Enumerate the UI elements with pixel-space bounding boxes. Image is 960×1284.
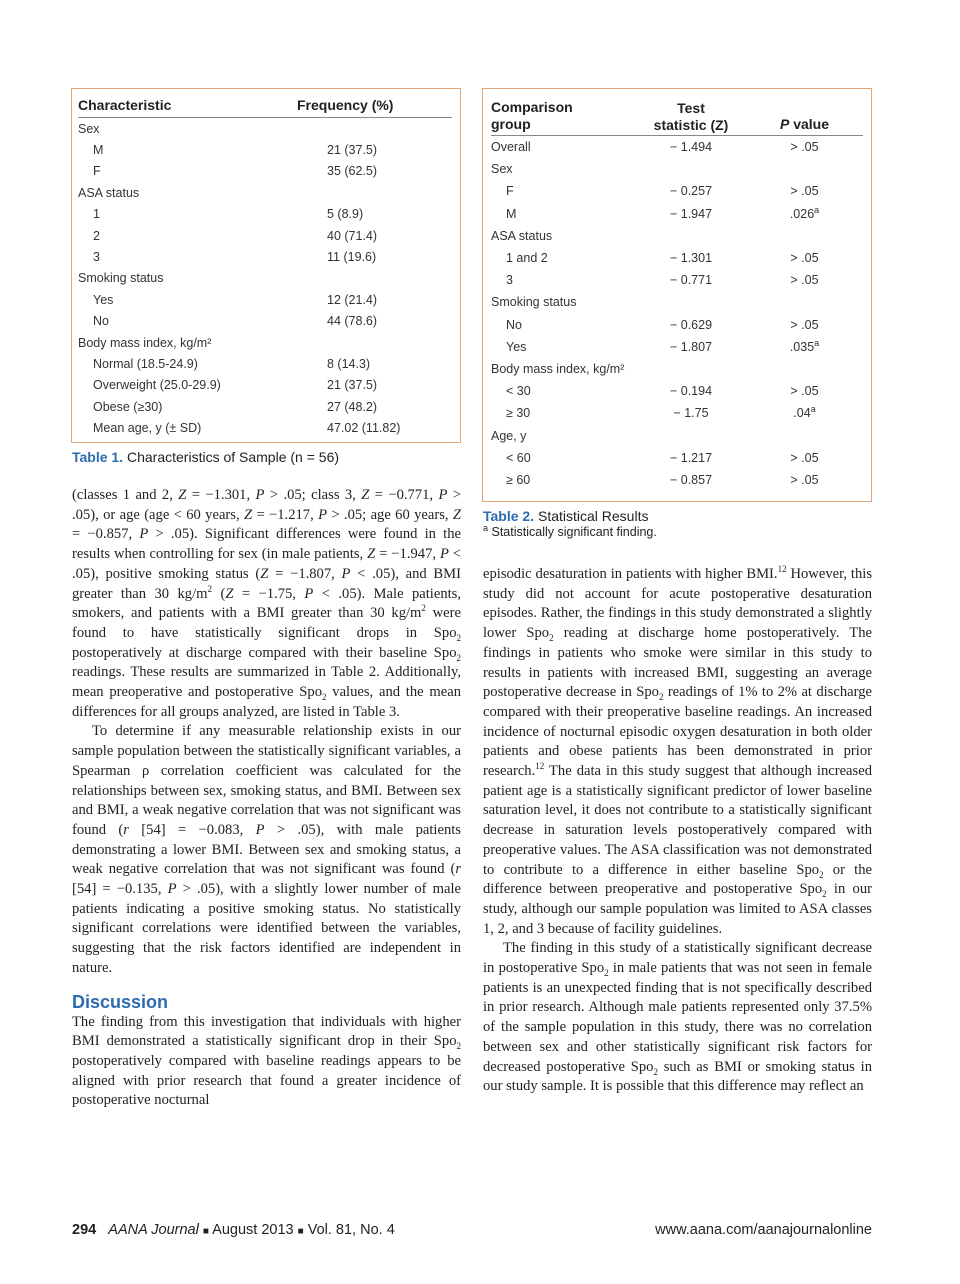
table2-cell-p xyxy=(746,136,863,159)
left-para1: (classes 1 and 2, Z = −1.301, P > .05; class 3, Z = −0.771, P > .05), or age (age < 60 years, Z = −1.217, P > .05; age 60 years, Z = −0.857, P > .05). Significant differences were found in the results when controlling for sex (in male patients, Z = −1.947, P < .05), positive smoking status (Z = −1.807, P < .05), and BMI greater than 30 $kg/m^2$ (Z = −1.75, P < .05). Male patients, smokers, and patients with a BMI greater than 30 $kg/m^2$ were found to have statistically significant drops in Spo$_2$ postoperatively at discharge compared with their baseline Spo$_2$ readings. These results are summarized in Table 2. Additionally, mean preoperative and postoperative Spo$_2$ values, and the mean differences for all groups analyzed, are listed in Table 3. xyxy=(72,487,462,720)
table1-cell-value: 44 (78.6) xyxy=(327,314,378,329)
table1-row xyxy=(78,375,452,396)
table2-cell-p xyxy=(746,469,863,491)
table2-cell-label: F xyxy=(506,184,514,199)
right-para1: episodic desaturation in patients with higher BMI.$^{12}$ However, this study did not account for acute postoperative desaturation episodes. Rather, the findings in this study demonstrated a slightly lower Spo$_2$ reading at discharge home postoperatively. The findings in patients who smoke were similar in this study to results in patients with increased BMI, suggesting an average postoperative decrease in Spo$_2$ readings of 1% to 2% at discharge compared with their preoperative baseline readings. An increased incidence of nocturnal episodic oxygen desaturation in both older patients and obese patients has been demonstrated in prior research.$^{12}$ The data in this study suggest that although increased patient age is a statistically significant predictor of lower baseline saturation level, it does not contribute to a statistically significant decrease in saturation levels postoperatively compared with preoperative values. The ASA classification was not demonstrated to contribute to a difference in either baseline Spo$_2$ or the difference between preoperative and postoperative Spo$_2$ in our study, although our sample population was limited to ASA classes 1, 2, and 3 because of facility guidelines. xyxy=(483,564,872,937)
table2 xyxy=(491,99,863,491)
table2-col-group xyxy=(491,99,636,136)
table2-row xyxy=(491,358,863,380)
table1-row xyxy=(78,139,452,160)
table2-cell-p-value: > .05 xyxy=(790,472,819,487)
table2-box xyxy=(482,88,872,502)
table2-cell-stat: − 0.257 xyxy=(669,184,713,199)
table2-row xyxy=(491,136,863,159)
table1-caption xyxy=(72,449,339,465)
table2-row xyxy=(491,314,863,336)
table2-cell-label: Smoking status xyxy=(491,295,577,310)
table2-cell-label: ≥ 30 xyxy=(506,406,531,421)
left-column xyxy=(72,486,461,1111)
table2-cell-stat: − 0.771 xyxy=(669,273,713,288)
table1-row xyxy=(78,161,452,182)
discussion-heading: Discussion xyxy=(72,991,169,1012)
table1-row xyxy=(78,332,452,353)
table2-row xyxy=(491,469,863,491)
table2-body xyxy=(491,136,863,492)
table2-cell-p-sup: a xyxy=(814,204,820,215)
table2-cell-stat: − 1.807 xyxy=(669,339,713,354)
table2-col-stat-line2: statistic (Z) xyxy=(653,117,729,133)
table1-row xyxy=(78,118,452,140)
table2-cell-p-value: > .05 xyxy=(790,450,819,465)
table1-cell-value xyxy=(297,268,452,289)
table1-cell-label: Smoking status xyxy=(78,271,164,286)
journal-name: AANA Journal xyxy=(108,1222,199,1238)
table1-cell-value: 47.02 (11.82) xyxy=(327,421,401,436)
table1-cell-label: No xyxy=(93,314,109,329)
table2-cell-stat: − 1.494 xyxy=(669,140,713,155)
table2-cell-stat xyxy=(636,424,746,446)
table1-cell-label: Mean age, y (± SD) xyxy=(93,421,202,436)
table2-cell-p-sup: a xyxy=(810,404,816,415)
table2-cell-p-sup: a xyxy=(814,337,820,348)
table1-cell-label: Yes xyxy=(93,292,114,307)
table2-cell-label: Overall xyxy=(491,140,531,155)
table2-row xyxy=(491,380,863,402)
table2-cell-stat xyxy=(636,291,746,313)
table2-footnote-text: Statistically significant finding. xyxy=(488,525,657,539)
table2-row xyxy=(491,447,863,469)
table2-cell-p xyxy=(746,203,863,225)
table2-cell-label: 3 xyxy=(506,273,513,288)
right-para2: The finding in this study of a statistically significant decrease in postoperative Spo$_2$ in male patients that was not seen in female patients is an unexpected finding that is not specifically described in prior research. Although male patients represented only 37.5% of the sample population in this study, there was no correlation between sex and other statistically significant risk factors for decreased postoperative Spo$_2$ such as BMI or smoking status in our study sample. It is possible that this difference may reflect an xyxy=(483,940,872,1095)
left-para2: To determine if any measurable relationship exists in our sample population between the statistically significant variables, a Spearman ρ correlation coefficient was calculated for the relationships between sex, smoking status, and BMI. Between sex and BMI, a weak negative correlation that was not significant was found (r [54] = −0.083, P > .05), with male patients demonstrating a lower BMI. Between sex and smoking status, a weak negative correlation that was not significant was found (r [54] = −0.135, P > .05), with a slightly lower number of male patients indicating a positive smoking status. No statistically significant correlations were identified between the variables, suggesting that the risk factors identified are independent in nature. xyxy=(72,723,461,976)
table1-cell-label: 1 xyxy=(93,207,100,222)
table1-cell-value: 8 (14.3) xyxy=(327,356,371,371)
table2-header-row xyxy=(491,99,863,136)
footer-left xyxy=(72,1222,395,1238)
table1-box xyxy=(71,88,461,443)
table2-cell-p xyxy=(746,269,863,291)
table2-col-stat-line1: Test xyxy=(677,100,705,116)
table1-cell-value: 21 (37.5) xyxy=(327,143,378,158)
table2-col-p xyxy=(746,99,863,136)
table2-row xyxy=(491,247,863,269)
table1-cell-label: 3 xyxy=(93,250,100,265)
table2-footnote-mark: a xyxy=(483,522,489,533)
table1-row xyxy=(78,204,452,225)
table2-cell-label: Sex xyxy=(491,162,513,177)
footer-volume: Vol. 81, No. 4 xyxy=(307,1222,395,1238)
table2-cell-stat: − 0.629 xyxy=(669,317,713,332)
right-column xyxy=(483,565,872,1097)
table2-cell-label: Age, y xyxy=(491,428,527,443)
table2-footnote xyxy=(483,522,657,539)
table1-caption-text: Characteristics of Sample (n = 56) xyxy=(126,449,340,465)
table1-cell-value: 5 (8.9) xyxy=(327,207,364,222)
table1-row xyxy=(78,246,452,267)
table2-cell-p-value: > .05 xyxy=(790,317,819,332)
table2-col-group-line1: Comparison xyxy=(491,99,573,115)
table1-cell-label: M xyxy=(93,143,104,158)
table2-cell-label: 1 and 2 xyxy=(506,251,548,266)
table2-caption-text: Statistical Results xyxy=(537,508,649,524)
table2-cell-label: No xyxy=(506,317,522,332)
table2-cell-p-value: > .05 xyxy=(790,273,819,288)
table2-col-group-line2: group xyxy=(491,116,531,132)
table2-cell-stat xyxy=(636,225,746,247)
table2-cell-p-value: .026 xyxy=(789,206,815,221)
table1-col-frequency: Frequency (%) xyxy=(297,97,394,113)
table1-cell-label: Normal (18.5-24.9) xyxy=(93,356,198,371)
table2-cell-p xyxy=(746,180,863,202)
table2-row xyxy=(491,336,863,358)
table2-col-p-italic: P xyxy=(779,116,790,132)
table2-row xyxy=(491,203,863,225)
table1-cell-label: F xyxy=(93,164,101,179)
table1-row xyxy=(78,353,452,374)
table1-cell-value xyxy=(297,182,452,203)
table2-cell-p xyxy=(746,380,863,402)
table1-cell-label: ASA status xyxy=(78,185,140,200)
table2-col-p-text: value xyxy=(789,116,830,132)
table2-row xyxy=(491,180,863,202)
table1-cell-label: 2 xyxy=(93,228,100,243)
table1 xyxy=(78,93,452,439)
table1-body xyxy=(78,118,452,439)
table2-caption-label: Table 2. xyxy=(483,508,535,524)
table1-cell-value xyxy=(297,332,452,353)
table1-cell-value: 27 (48.2) xyxy=(327,399,378,414)
table2-cell-p xyxy=(746,447,863,469)
table2-caption xyxy=(483,508,648,524)
table2-cell-p-value: .04 xyxy=(793,406,811,421)
table2-cell-label: < 30 xyxy=(506,384,531,399)
table2-cell-stat: − 1.947 xyxy=(669,206,713,221)
table2-cell-p xyxy=(746,158,863,180)
table1-row xyxy=(78,417,452,438)
table1-caption-label: Table 1. xyxy=(72,449,124,465)
table2-cell-stat: − 1.301 xyxy=(669,251,713,266)
table2-cell-label: ≥ 60 xyxy=(506,472,531,487)
table1-cell-label: Obese (≥30) xyxy=(93,399,163,414)
left-para3: The finding from this investigation that individuals with higher BMI demonstrated a statistically significant drop in their Spo$_2$ postoperatively compared with baseline readings appears to be aligned with prior research that found a greater incidence of postoperative nocturnal xyxy=(72,1013,461,1109)
table2-row xyxy=(491,402,863,424)
table1-row xyxy=(78,289,452,310)
table2-cell-p xyxy=(746,358,863,380)
table1-header-row xyxy=(78,93,452,118)
table1-cell-value: 35 (62.5) xyxy=(327,164,378,179)
table1-cell-label: Body mass index, kg/m² xyxy=(78,335,212,350)
table2-cell-label: ASA status xyxy=(491,228,553,243)
table1-cell-label: Sex xyxy=(78,121,100,136)
table2-cell-p xyxy=(746,247,863,269)
table2-cell-p-value: > .05 xyxy=(790,251,819,266)
table2-cell-label: M xyxy=(506,206,517,221)
footer-bullet-2: ■ xyxy=(297,1226,304,1237)
table2-row xyxy=(491,225,863,247)
table1-col-characteristic: Characteristic xyxy=(78,97,172,113)
table2-cell-p xyxy=(746,314,863,336)
table2-cell-label: Yes xyxy=(506,339,527,354)
table2-cell-p-value: > .05 xyxy=(790,140,819,155)
table2-row xyxy=(491,291,863,313)
table2-cell-stat: − 0.857 xyxy=(669,472,713,487)
table1-cell-value: 21 (37.5) xyxy=(327,378,378,393)
table2-row xyxy=(491,158,863,180)
table2-row xyxy=(491,269,863,291)
table1-cell-value xyxy=(297,118,452,140)
table2-cell-p xyxy=(746,336,863,358)
table1-cell-value: 12 (21.4) xyxy=(327,292,378,307)
table2-cell-p-value: > .05 xyxy=(790,184,819,199)
table1-cell-value: 11 (19.6) xyxy=(327,250,377,265)
table2-cell-p xyxy=(746,291,863,313)
table2-col-stat xyxy=(636,99,746,136)
table2-cell-label: Body mass index, kg/m² xyxy=(491,361,625,376)
table2-cell-p xyxy=(746,225,863,247)
table2-cell-stat: − 1.217 xyxy=(669,450,713,465)
table2-cell-stat: − 1.75 xyxy=(673,406,709,421)
table1-cell-value: 40 (71.4) xyxy=(327,228,378,243)
journal-url[interactable]: www.aana.com/aanajournalonline xyxy=(655,1222,872,1238)
table2-cell-p xyxy=(746,424,863,446)
table2-cell-stat: − 0.194 xyxy=(669,384,713,399)
table1-row xyxy=(78,268,452,289)
table2-cell-stat xyxy=(636,158,746,180)
table1-row xyxy=(78,396,452,417)
table1-row xyxy=(78,311,452,332)
page-number: 294 xyxy=(72,1222,97,1238)
table2-cell-p-value: > .05 xyxy=(790,384,819,399)
table2-cell-stat xyxy=(636,358,746,380)
table2-cell-p xyxy=(746,402,863,424)
table2-cell-label: < 60 xyxy=(506,450,531,465)
footer-bullet-1: ■ xyxy=(202,1226,209,1237)
table2-row xyxy=(491,424,863,446)
table2-cell-p-value: .035 xyxy=(789,339,815,354)
table1-row xyxy=(78,225,452,246)
footer-date: August 2013 xyxy=(212,1222,294,1238)
table1-row xyxy=(78,182,452,203)
table1-cell-label: Overweight (25.0-29.9) xyxy=(93,378,221,393)
